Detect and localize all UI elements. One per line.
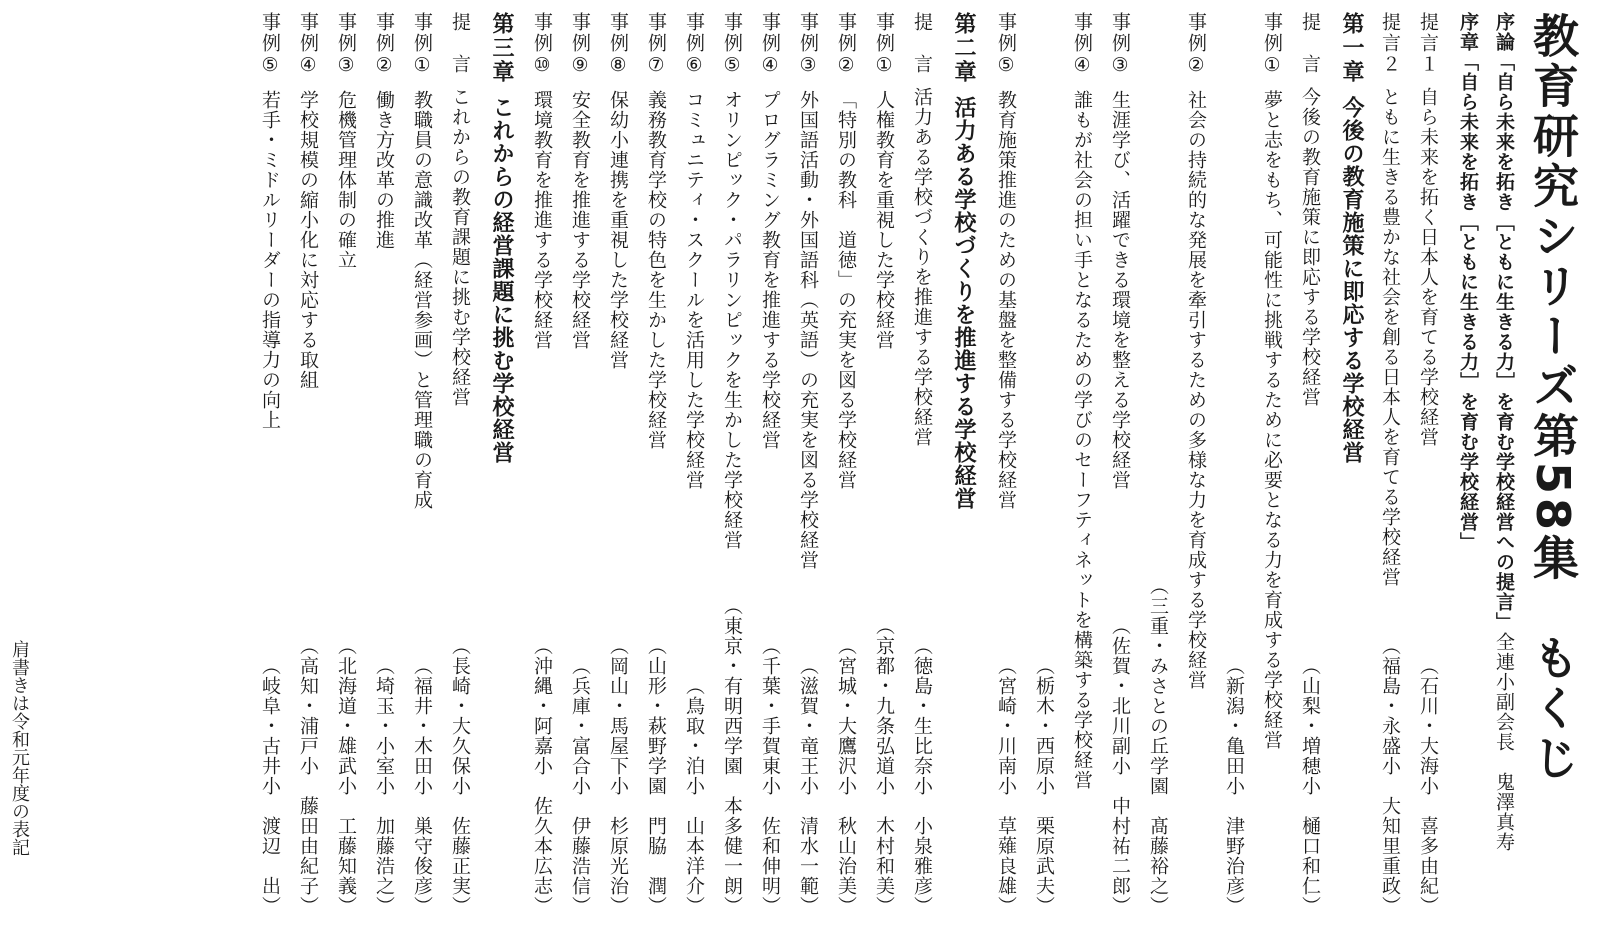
item-text: ともに生きる豊かな社会を創る日本人を育てる学校経営 (1379, 87, 1401, 587)
chapter-title: これからの経営課題に挑む学校経営 (489, 96, 514, 464)
chapter2-item-4 (798, 12, 817, 922)
chapter-label: 第三章 (489, 12, 514, 84)
item-text: 若手・ミドルリーダーの指導力の向上 (259, 90, 281, 430)
item-text: オリンピック・パラリンピックを生かした学校経営 (721, 90, 743, 550)
item-text: 「特別の教科 道徳」の充実を図る学校経営 (835, 90, 857, 490)
item-label: 提 言 (911, 12, 933, 75)
item-text: 自ら未来を拓く日本人を育てる学校経営 (1417, 87, 1439, 447)
item-meta: （石川・大海小 喜多由紀） (1417, 656, 1439, 916)
chapter2-item-3 (836, 12, 855, 922)
chapter1-heading (1340, 12, 1362, 922)
item-meta: （三重・みさとの丘学園 髙藤裕之） (1147, 576, 1169, 916)
item-meta: （高知・浦戸小 藤田由紀子） (297, 636, 319, 916)
item-text: これからの教育課題に挑む学校経営 (449, 87, 471, 407)
item-text: 活力ある学校づくりを推進する学校経営 (911, 87, 933, 447)
item-meta: （岐阜・古井小 渡辺 出） (259, 656, 281, 916)
chapter1-item-4 (1110, 12, 1129, 922)
item-meta: （京都・九条弘道小 木村和美） (873, 616, 895, 916)
item-text: 社会の持続的な発展を牽引するための多様な力を育成する学校経営 (1185, 90, 1207, 690)
item-text: 夢と志をもち、可能性に挑戦するために必要となる力を育成する学校経営 (1261, 90, 1283, 750)
chapter1-item-6 (996, 12, 1015, 922)
chapter1-item-2 (1262, 12, 1281, 922)
item-meta: （福井・木田小 巣守俊彦） (411, 656, 433, 916)
item-meta: （鳥取・泊小 山本洋介） (683, 676, 705, 916)
chapter-title: 活力ある学校づくりを推進する学校経営 (951, 96, 976, 510)
footnote: 肩書きは令和元年度の表記 (9, 640, 30, 856)
item-text: 働き方改革の推進 (373, 90, 395, 250)
item-label: 事例② (835, 12, 857, 78)
prologue-text: 「自ら未来を拓き［ともに生きる力］を育む学校経営への提言」 (1493, 52, 1515, 632)
item-label: 事例② (1185, 12, 1207, 78)
chapter2-heading (952, 12, 974, 922)
item-text: 人権教育を重視した学校経営 (873, 90, 895, 350)
item-meta: （千葉・手賀東小 佐和伸明） (759, 636, 781, 916)
item-meta: （東京・有明西学園 本多健一朗） (721, 596, 743, 916)
item-label: 事例⑤ (995, 12, 1017, 78)
page-title: 教育研究シリーズ第58集 もくじ (1526, 12, 1580, 785)
item-text: 誰もが社会の担い手となるための学びのセーフティネットを構築する学校経営 (1071, 90, 1093, 790)
item-label: 事例② (373, 12, 395, 78)
item-text: コミュニティ・スクールを活用した学校経営 (683, 90, 705, 490)
item-meta: （兵庫・富合小 伊藤浩信） (569, 656, 591, 916)
item-label: 事例① (411, 12, 433, 78)
item-label: 事例⑩ (531, 12, 553, 78)
item-meta: （新潟・亀田小 津野治彦） (1223, 656, 1245, 916)
chapter2-item-6 (722, 12, 741, 922)
prologue-author: 全連小副会長 鬼澤真寿 (1493, 632, 1515, 852)
item-meta: （山形・萩野学園 門脇 潤） (645, 636, 667, 916)
chapter2-item-7 (684, 12, 703, 922)
prologue-label: 序論 (1493, 12, 1515, 52)
chapter2-item-11 (532, 12, 551, 922)
item-meta: （滋賀・竜王小 清水一範） (797, 656, 819, 916)
chapter2-item-10 (570, 12, 589, 922)
item-text: 保幼小連携を重視した学校経営 (607, 90, 629, 370)
item-meta: （徳島・生比奈小 小泉雅彦） (911, 636, 933, 916)
item-text: 教職員の意識改革（経営参画）と管理職の育成 (411, 90, 433, 510)
item-meta: （沖縄・阿嘉小 佐久本広志） (531, 636, 553, 916)
item-meta: （栃木・西原小 栗原武夫） (1033, 656, 1055, 916)
item-label: 事例③ (335, 12, 357, 78)
item-label: 事例⑧ (607, 12, 629, 78)
item-meta: （福島・永盛小 大知里重政） (1379, 636, 1401, 916)
item-text: 義務教育学校の特色を生かした学校経営 (645, 90, 667, 450)
intro-text: 「自ら未来を拓き［ともに生きる力］を育む学校経営」 (1457, 52, 1479, 552)
item-text: 環境教育を推進する学校経営 (531, 90, 553, 350)
item-label: 事例⑨ (569, 12, 591, 78)
chapter3-item-5 (298, 12, 317, 922)
item-label: 事例③ (1109, 12, 1131, 78)
item-label: 事例① (1261, 12, 1283, 78)
intro-item-1 (1418, 12, 1437, 922)
item-text: 安全教育を推進する学校経営 (569, 90, 591, 350)
item-label: 事例⑤ (721, 12, 743, 78)
item-label: 事例④ (759, 12, 781, 78)
chapter1-item-3 (1186, 12, 1205, 922)
item-meta: （岡山・馬屋下小 杉原光治） (607, 636, 629, 916)
chapter3-item-4 (336, 12, 355, 922)
item-meta: （宮崎・川南小 草薙良雄） (995, 656, 1017, 916)
intro-row (1458, 12, 1477, 922)
chapter-title: 今後の教育施策に即応する学校経営 (1339, 96, 1364, 464)
chapter2-item-1 (912, 12, 931, 922)
item-text: 外国語活動・外国語科（英語）の充実を図る学校経営 (797, 90, 819, 570)
item-meta: （佐賀・北川副小 中村祐二郎） (1109, 616, 1131, 916)
item-label: 提言２ (1379, 12, 1401, 75)
chapter1-item-5 (1072, 12, 1091, 922)
item-label: 提 言 (449, 12, 471, 75)
item-text: 学校規模の縮小化に対応する取組 (297, 90, 319, 390)
item-text: 危機管理体制の確立 (335, 90, 357, 270)
item-label: 事例④ (1071, 12, 1093, 78)
chapter2-item-9 (608, 12, 627, 922)
item-meta: （長崎・大久保小 佐藤正実） (449, 636, 471, 916)
chapter-label: 第一章 (1339, 12, 1364, 84)
item-text: 生涯学び、活躍できる環境を整える学校経営 (1109, 90, 1131, 490)
item-text: 教育施策推進のための基盤を整備する学校経営 (995, 90, 1017, 510)
item-meta: （北海道・雄武小 工藤知義） (335, 636, 357, 916)
item-label: 事例① (873, 12, 895, 78)
item-text: プログラミング教育を推進する学校経営 (759, 90, 781, 450)
chapter3-item-1 (450, 12, 469, 922)
item-label: 事例⑤ (259, 12, 281, 78)
item-label: 提 言 (1299, 12, 1321, 75)
chapter2-item-8 (646, 12, 665, 922)
item-label: 事例⑥ (683, 12, 705, 78)
item-meta: （山梨・増穂小 樋口和仁） (1299, 656, 1321, 916)
intro-item-2 (1380, 12, 1399, 922)
intro-label: 序章 (1457, 12, 1479, 52)
item-label: 事例④ (297, 12, 319, 78)
item-label: 提言１ (1417, 12, 1439, 75)
item-text: 今後の教育施策に即応する学校経営 (1299, 87, 1321, 407)
chapter2-item-2 (874, 12, 893, 922)
chapter1-item-1 (1300, 12, 1319, 922)
prologue-row (1494, 12, 1513, 922)
chapter3-item-2 (412, 12, 431, 922)
item-label: 事例③ (797, 12, 819, 78)
chapter2-item-5 (760, 12, 779, 922)
chapter3-item-6 (260, 12, 279, 922)
item-meta: （宮城・大鷹沢小 秋山治美） (835, 636, 857, 916)
item-meta: （埼玉・小室小 加藤浩之） (373, 656, 395, 916)
item-label: 事例⑦ (645, 12, 667, 78)
chapter3-item-3 (374, 12, 393, 922)
chapter3-heading (490, 12, 512, 922)
chapter-label: 第二章 (951, 12, 976, 84)
